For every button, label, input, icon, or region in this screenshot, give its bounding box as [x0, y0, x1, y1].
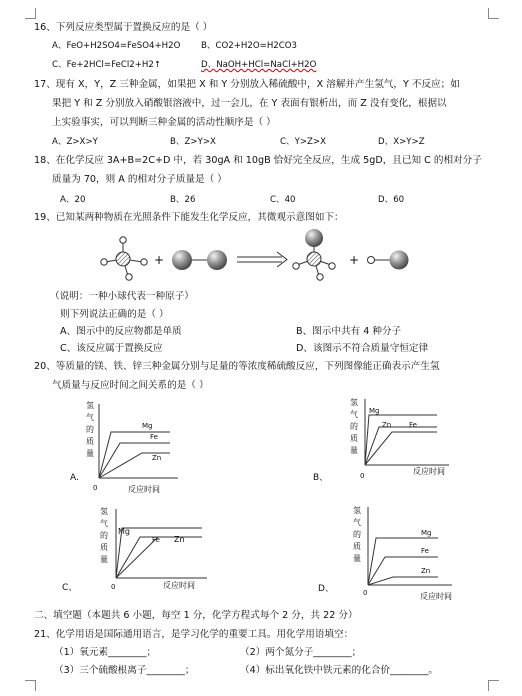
graph-letter: B、 — [313, 473, 329, 483]
q19-option-d: D、该图示不符合质量守恒定律 — [296, 343, 429, 354]
q19-note: （说明：一种小球代表一种原子） — [50, 291, 194, 302]
svg-text:气: 气 — [86, 413, 94, 422]
svg-text:的: 的 — [86, 425, 94, 434]
q20-graph-a — [70, 396, 200, 506]
q17-option-c: C、Y>Z>X — [280, 137, 327, 147]
svg-text:量: 量 — [86, 449, 94, 458]
q17-option-b: B、Z>Y>X — [170, 137, 216, 147]
origin-label: 0 — [93, 484, 98, 492]
q18-option-c: C、40 — [270, 195, 296, 205]
q19-plus-2: + — [349, 253, 360, 267]
q18-option-a: A、20 — [60, 195, 86, 205]
q21-part-2: （2）两个氮分子________； — [240, 647, 362, 658]
q20-graph-c — [60, 503, 210, 598]
curve-zn — [368, 577, 438, 585]
product-molecule-2 — [368, 251, 409, 270]
corner-mark-top-left — [25, 8, 36, 19]
label-fe: Fe — [152, 536, 160, 544]
label-mg: Mg — [421, 529, 432, 537]
q19-stem: 19、已知某两种物质在光照条件下能发生化学反应，其微观示意图如下： — [34, 212, 344, 223]
section-2-title: 二、填空题（本题共 6 小题，每空 1 分，化学方程式每个 2 分，共 22 分） — [34, 610, 358, 621]
q21-stem: 21、化学用语是国际通用语言，是学习化学的重要工具。用化学用语填空： — [34, 629, 354, 640]
reactant-molecule-1 — [101, 237, 147, 280]
svg-text:质: 质 — [86, 437, 94, 446]
svg-text:量: 量 — [100, 555, 108, 564]
label-zn: Zn — [382, 421, 392, 429]
graph-letter: D、 — [318, 584, 334, 594]
q21-part-4: （4）标出氧化铁中铁元素的化合价________。 — [240, 665, 438, 676]
q16-option-c: C、Fe+2HCl=FeCl2+H2↑ — [52, 60, 162, 70]
q17-line-1: 17、现有 X，Y，Z 三种金属，如果把 X 和 Y 分别放入稀硫酸中，X 溶解并产生氢气，Y 不反应；如 — [34, 79, 460, 90]
x-axis-label: 反应时间 — [413, 467, 445, 476]
reactant-molecule-2 — [172, 250, 227, 270]
q20-graph-b — [313, 393, 458, 503]
svg-text:气: 气 — [353, 518, 361, 527]
svg-text:气: 气 — [350, 410, 358, 419]
origin-label: 0 — [360, 472, 365, 480]
label-fe: Fe — [150, 433, 158, 441]
corner-mark-bottom-right — [488, 680, 499, 691]
svg-text:氢: 氢 — [86, 401, 94, 410]
graph-letter: C、 — [62, 583, 78, 593]
q19-plus-1: + — [154, 253, 165, 267]
reaction-arrow — [237, 252, 287, 267]
y-axis-label — [86, 400, 94, 458]
q17-option-d: D、X>Y>Z — [378, 137, 425, 147]
svg-text:的: 的 — [350, 422, 358, 431]
svg-text:气: 气 — [100, 519, 108, 528]
q17-option-a: A、Z>X>Y — [52, 137, 98, 147]
svg-text:氢: 氢 — [353, 506, 361, 515]
q20-line-1: 20、等质量的镁、铁、锌三种金属分别与足量的等浓度稀硫酸反应，下列图像能正确表示产生氢 — [34, 361, 440, 372]
label-zn: Zn — [421, 567, 431, 575]
q16-option-a: A、FeO+H2SO4=FeSO4+H2O — [52, 41, 181, 51]
q21-part-1: （1）氧元素________； — [54, 647, 157, 658]
q19-option-b: B、图示中共有 4 种分子 — [296, 326, 402, 337]
svg-text:氢: 氢 — [100, 507, 108, 516]
q16-option-d: D、NaOH+HCl=NaCl+H2O — [201, 60, 317, 70]
label-fe: Fe — [409, 421, 417, 429]
q17-line-2: 果把 Y 和 Z 分别放入硝酸银溶液中，过一会儿，在 Y 表面有银析出，而 Z 没有变化，根据以 — [52, 98, 447, 109]
svg-text:质: 质 — [100, 543, 108, 552]
q16-stem: 16、下列反应类型属于置换反应的是（ ） — [34, 22, 213, 33]
corner-mark-top-right — [488, 8, 499, 19]
x-axis-label: 反应时间 — [128, 485, 160, 494]
svg-text:量: 量 — [350, 446, 358, 455]
svg-text:氢: 氢 — [350, 398, 358, 407]
origin-label: 0 — [111, 583, 116, 591]
label-mg: Mg — [369, 407, 380, 415]
label-mg: Mg — [142, 422, 153, 430]
q18-option-b: B、26 — [170, 195, 196, 205]
product-molecule-1 — [293, 229, 335, 280]
x-axis-label: 反应时间 — [163, 581, 195, 590]
label-zn: Zn — [174, 535, 185, 544]
y-axis-label — [100, 506, 108, 564]
q16-option-b: B、CO2+H2O=H2CO3 — [201, 41, 297, 51]
q19-option-c: C、该反应属于置换反应 — [60, 343, 163, 354]
q17-line-3: 上实验事实，可以判断三种金属的活动性顺序是（ ） — [52, 117, 276, 128]
svg-text:量: 量 — [353, 554, 361, 563]
curve-mg — [368, 538, 438, 585]
svg-text:质: 质 — [350, 434, 358, 443]
svg-text:的: 的 — [100, 531, 108, 540]
q19-option-a: A、图示中的反应物都是单质 — [60, 326, 182, 337]
curve-mg — [365, 415, 437, 465]
label-zn: Zn — [152, 454, 162, 462]
y-axis-label — [353, 505, 361, 563]
q19-ask: 则下列说法正确的是（ ） — [60, 309, 169, 320]
q19-reaction-diagram — [0, 229, 522, 289]
svg-text:的: 的 — [353, 530, 361, 539]
q18-line-1: 18、在化学反应 3A+B=2C+D 中，若 30gA 和 10gB 恰好完全反应，生成 5gD，且已知 C 的相对分子 — [34, 155, 482, 166]
q20-graph-d — [313, 501, 463, 601]
graph-letter: A. — [70, 473, 79, 483]
curve-zn — [365, 427, 437, 465]
label-mg: Mg — [118, 527, 130, 536]
q21-part-3: （3）三个硫酸根离子________； — [54, 665, 195, 676]
origin-label: 0 — [363, 589, 368, 597]
x-axis-label: 反应时间 — [420, 592, 452, 601]
q20-line-2: 气质量与反应时间之间关系的是（ ） — [52, 380, 209, 391]
svg-text:质: 质 — [353, 542, 361, 551]
label-fe: Fe — [421, 547, 429, 555]
q18-line-2: 质量为 70，则 A 的相对分子质量是（ ） — [52, 174, 227, 185]
q18-option-d: D、60 — [378, 195, 405, 205]
corner-mark-bottom-left — [25, 680, 36, 691]
y-axis-label — [350, 397, 358, 455]
